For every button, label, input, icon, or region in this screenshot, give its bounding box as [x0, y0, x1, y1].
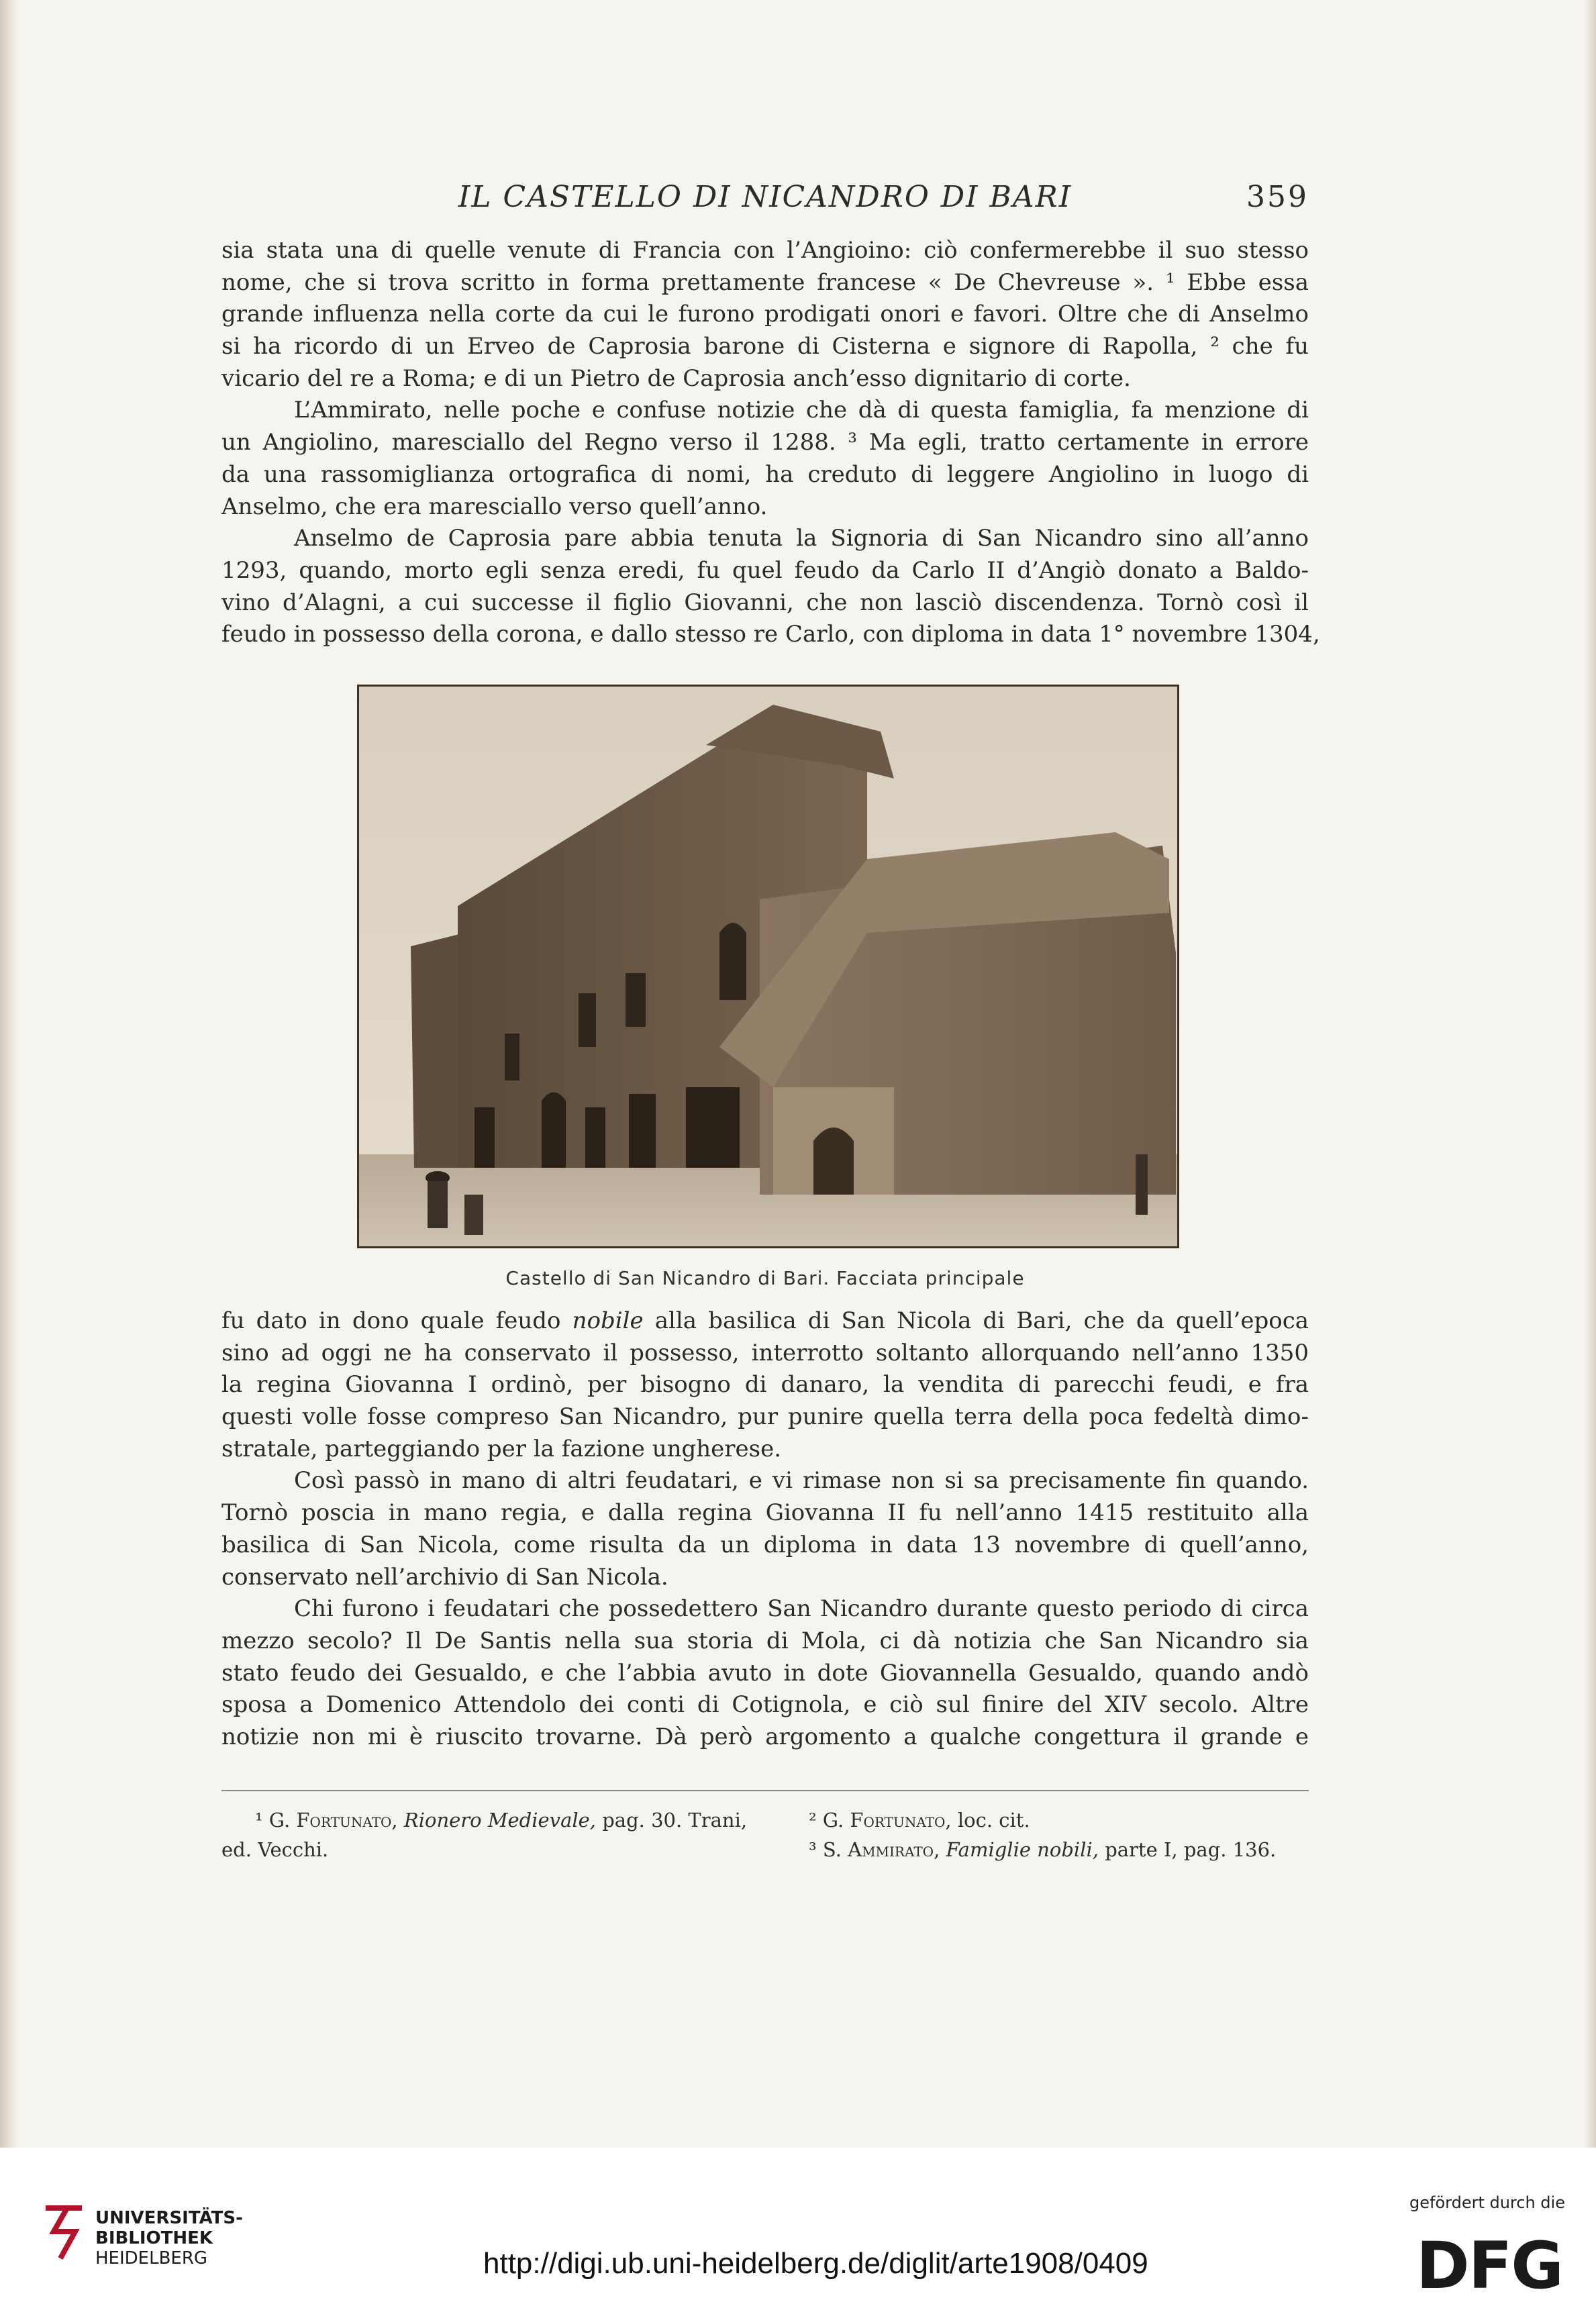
running-title: IL CASTELLO DI NICANDRO DI BARI — [458, 180, 1073, 214]
footnote-title: Famiglie nobili, — [946, 1838, 1099, 1861]
footnote-column-left — [221, 1805, 765, 1864]
permalink-url[interactable]: http://digi.ub.uni-heidelberg.de/diglit/arte1908/0409 — [483, 2247, 1148, 2280]
text-line: sino ad oggi ne ha conservato il possesso, interrotto soltanto allorquando nell’anno 1350 — [221, 1339, 1309, 1366]
library-name — [95, 2208, 243, 2268]
footnote-1-continued: ed. Vecchi. — [221, 1838, 329, 1861]
footnote-divider — [221, 1790, 1309, 1791]
text-line: Anselmo, che era maresciallo verso quell’anno. — [221, 493, 768, 520]
text-line: notizie non mi è riuscito trovarne. Dà però argomento a qualche congettura il grande e — [221, 1723, 1309, 1750]
text-line: Anselmo de Caprosia pare abbia tenuta la Signoria di San Nicandro sino all’anno — [294, 525, 1309, 552]
text-line: grande influenza nella corte da cui le furono prodigati onori e favori. Oltre che di Anselmo — [221, 301, 1309, 328]
page-number: 359 — [1246, 180, 1309, 214]
footnote-author: S. Ammirato, — [822, 1838, 940, 1861]
library-name-line: UNIVERSITÄTS- — [95, 2208, 243, 2228]
body-text-top — [221, 235, 1320, 651]
text-line: Tornò poscia in mano regia, e dalla regina Giovanna II fu nell’anno 1415 restituito alla — [221, 1499, 1309, 1527]
text-line: questi volle fosse compreso San Nicandro, pur punire quella terra della poca fedeltà dimo- — [221, 1403, 1309, 1431]
footnote-3 — [809, 1835, 1309, 1864]
university-library-logo-icon — [40, 2201, 87, 2262]
footnote-text: parte I, pag. 136. — [1105, 1838, 1277, 1861]
footnote-column-right — [809, 1805, 1309, 1864]
text-line: conservato nell’archivio di San Nicola. — [221, 1563, 668, 1591]
footnote-marker: ³ — [809, 1838, 817, 1861]
library-name-line: HEIDELBERG — [95, 2248, 208, 2268]
text-fragment: alla basilica di San Nicola di Bari, che da quell’epoca — [643, 1307, 1309, 1334]
text-line: Chi furono i feudatari che possedettero San Nicandro durante questo periodo di circa — [294, 1595, 1309, 1623]
library-name-line: BIBLIOTHEK — [95, 2228, 213, 2248]
text-line — [221, 1305, 1309, 1338]
footnote-text: loc. cit. — [957, 1809, 1030, 1832]
text-line: vicario del re a Roma; e di un Pietro de Caprosia anch’esso dignitario di corte. — [221, 364, 1131, 392]
text-line: la regina Giovanna I ordinò, per bisogno di danaro, la vendita di parecchi feudi, e fra — [221, 1371, 1309, 1399]
castle-photograph — [357, 685, 1179, 1248]
page-edge-shadow — [1584, 0, 1596, 2148]
text-line: stato feudo dei Gesualdo, e che l’abbia avuto in dote Giovannella Gesualdo, quando andò — [221, 1659, 1309, 1687]
footnote-marker: ² — [809, 1809, 817, 1832]
text-line: nome, che si trova scritto in forma prettamente francese « De Chevreuse ». ¹ Ebbe essa — [221, 268, 1309, 296]
text-line: sposa a Domenico Attendolo dei conti di Cotignola, e ciò sul finire del XIV secolo. Altre — [221, 1691, 1309, 1719]
italic-word: nobile — [572, 1307, 644, 1334]
text-line: sia stata una di quelle venute di Francia con l’Angioino: ciò confermerebbe il suo stesso — [221, 237, 1309, 264]
footnote-marker: ¹ — [255, 1809, 263, 1832]
text-line: basilica di San Nicola, come risulta da un diploma in data 13 novembre di quell’anno, — [221, 1531, 1309, 1558]
footnote-author: G. Fortunato, — [268, 1809, 398, 1832]
dfg-logo: DFG — [1416, 2228, 1563, 2303]
footnote-2 — [809, 1805, 1309, 1835]
body-text-bottom — [221, 1305, 1309, 1754]
text-line: 1293, quando, morto egli senza eredi, fu quel feudo da Carlo II d’Angiò donato a Baldo- — [221, 556, 1309, 584]
footnote-author: G. Fortunato, — [822, 1809, 952, 1832]
figure-caption: Castello di San Nicandro di Bari. Facciata principale — [505, 1267, 1025, 1289]
text-line: stratale, parteggiando per la fazione ungherese. — [221, 1435, 782, 1462]
book-spine-shadow — [0, 0, 20, 2148]
text-line: vino d’Alagni, a cui successe il figlio Giovanni, che non lasciò discendenza. Tornò così il — [221, 589, 1309, 616]
footnote-title: Rionero Medievale, — [403, 1809, 597, 1832]
text-line: mezzo secolo? Il De Santis nella sua storia di Mola, ci dà notizia che San Nicandro sia — [221, 1627, 1309, 1654]
text-line: un Angiolino, maresciallo del Regno verso il 1288. ³ Ma egli, tratto certamente in errore — [221, 429, 1309, 456]
text-line: da una rassomiglianza ortografica di nomi, ha creduto di leggere Angiolino in luogo di — [221, 460, 1309, 488]
footnote-1 — [255, 1805, 765, 1835]
text-line: Così passò in mano di altri feudatari, e vi rimase non si sa precisamente fin quando. — [294, 1467, 1309, 1495]
text-line: feudo in possesso della corona, e dallo stesso re Carlo, con diploma in data 1° novembre 1304, — [221, 621, 1320, 648]
footnote-text: pag. 30. Trani, — [602, 1809, 748, 1832]
text-fragment: fu dato in dono quale feudo — [221, 1307, 572, 1334]
text-line: L’Ammirato, nelle poche e confuse notizie che dà di questa famiglia, fa menzione di — [294, 397, 1309, 424]
running-header — [221, 180, 1309, 220]
text-line: si ha ricordo di un Erveo de Caprosia barone di Cisterna e signore di Rapolla, ² che fu — [221, 333, 1309, 360]
castle-illustration — [357, 685, 1179, 1248]
funding-note: gefördert durch die — [1409, 2193, 1565, 2212]
